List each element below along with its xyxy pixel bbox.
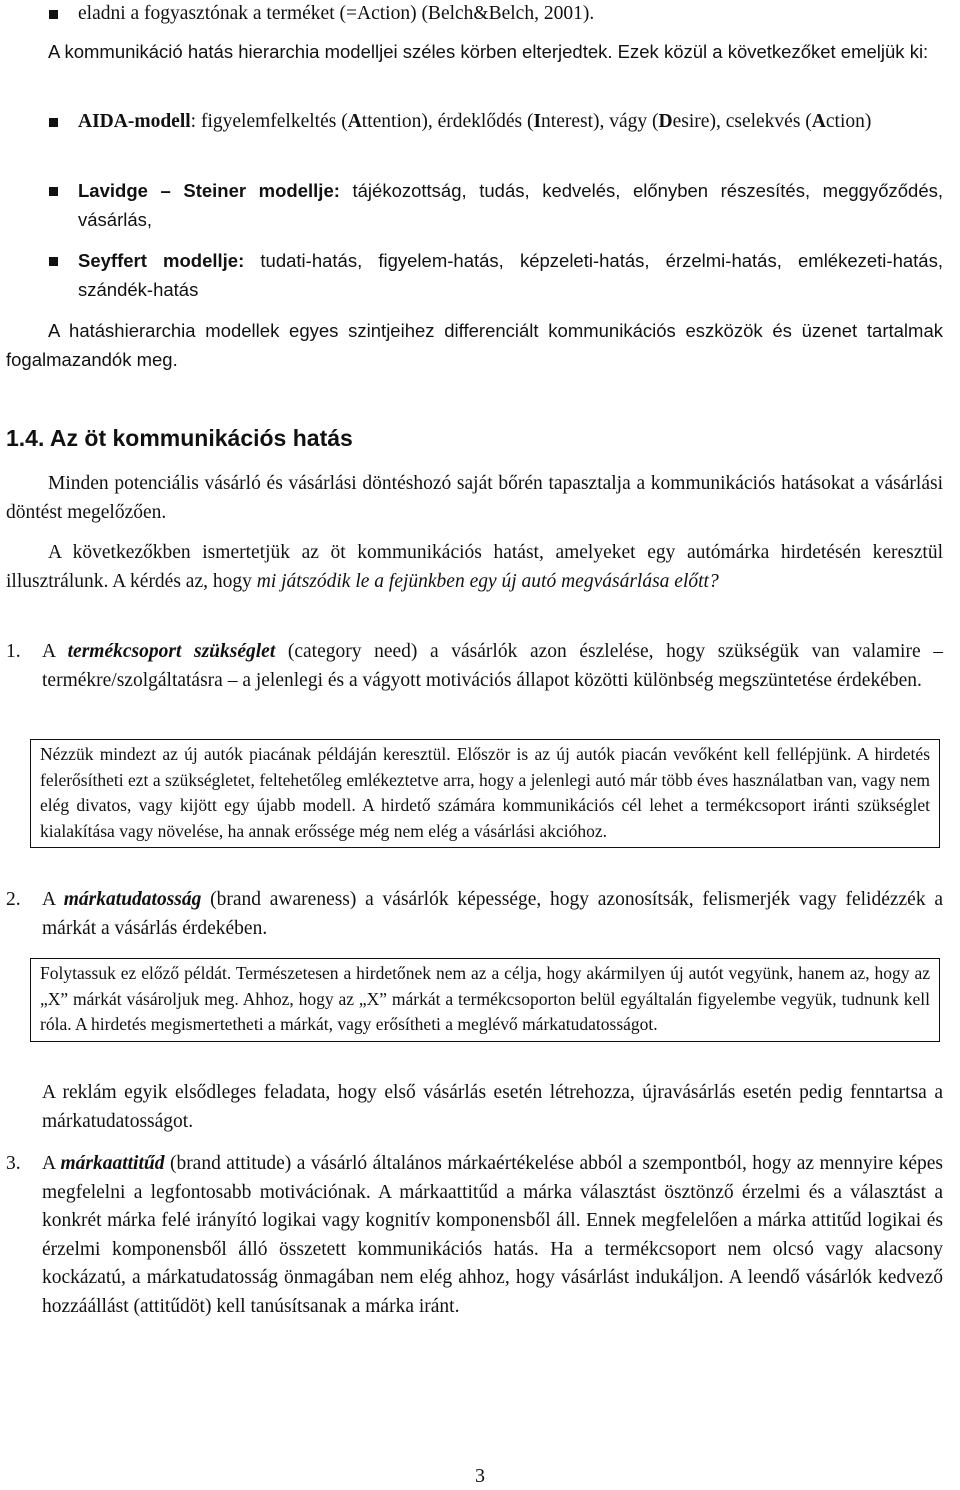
item-prefix: A: [42, 1153, 61, 1174]
aida-text: ction): [825, 111, 872, 132]
page-number: 3: [475, 1465, 485, 1487]
item-brand-attitude: [42, 1150, 943, 1321]
lavidge-text: tájékozottság, tudás, kedvelés, előnyben részesítés, meggyőződés, vásárlás,: [78, 180, 944, 230]
awareness-followup-paragraph: A reklám egyik elsődleges feladata, hogy első vásárlás esetén létrehozza, újravásárlás esetén pedig fenntartsa a márkatudatosságot.: [42, 1082, 943, 1132]
item-category-need: [42, 638, 943, 695]
seyffert-text: tudati-hatás, figyelem-hatás, képzeleti-hatás, érzelmi-hatás, emlékezeti-hatás, szándék-hatás: [78, 250, 943, 300]
item-text: (category need) a vásárlók azon észlelése, hogy szükségük van valamire – termékre/szolgáltatásra – a jelenlegi és a vágyott motivációs állapot közötti különbség megszüntetése érdekében.: [42, 641, 943, 691]
item-text: (brand attitude) a vásárló általános márkaértékelése abból a szempontból, hogy az mennyire képes megfelelni a legfontosabb motivációnak. A márkaattitűd a márka választást ösztönző érzelmi és a választást a konkrét márka felé irányító logikai vagy kognitív komponensből áll. Ennek megfelelően a márka attitűd logikai és érzelmi komponensből álló összetett kommunikációs hatás. Ha a termékcsoport nem olcsó vagy alacsony kockázatú, a márkatudatosság önmagában nem elég ahhoz, hogy vásárlást indukáljon. A leendő vásárlók kedvező hozzáállást (attitűdöt) kell tanúsítsanak a márka iránt.: [42, 1153, 944, 1317]
aida-letter: I: [533, 111, 542, 132]
aida-letter: A: [811, 111, 826, 132]
seyffert-label: Seyffert modellje:: [78, 250, 245, 271]
item-prefix: A: [42, 889, 64, 910]
aida-text: : figyelemfelkeltés (: [190, 111, 348, 132]
bullet-text: eladni a fogyasztónak a terméket (=Action) (Belch&Belch, 2001).: [78, 3, 595, 24]
aida-text: ttention), érdeklődés (: [361, 111, 534, 132]
item-term: márkaattitűd: [60, 1153, 165, 1174]
item-term: márkatudatosság: [63, 889, 202, 910]
example-text: A következőkben ismertetjük az öt kommunikációs hatást, amelyeket egy autómárka hirdetésén keresztül illusztrálunk. A kérdés az, hogy: [6, 542, 943, 592]
aida-text: esire), cselekvés (: [672, 111, 812, 132]
example-box-brand-awareness: Folytassuk ez előző példát. Természetesen a hirdetőnek nem az a célja, hogy akármilyen új autót vegyünk, hanem az, hogy az „X” márkát vásároljuk meg. Ahhoz, hogy az „X” márkát a termékcsoporton belül egyáltalán figyelembe vegyük, tudnunk kell róla. A hirdetés megismertetheti a márkát, vagy erősítheti a meglévő márkatudatosságot.: [30, 958, 940, 1042]
bullet-item-aida: [78, 108, 943, 137]
lavidge-label: Lavidge – Steiner modellje:: [78, 180, 340, 201]
intro-effects-paragraph: Minden potenciális vásárló és vásárlási döntéshozó saját bőrén tapasztalja a kommunikációs hatásokat a vásárlási döntést megelőzően.: [6, 473, 943, 523]
item-brand-awareness: [42, 886, 943, 943]
hierarchy-paragraph: A hatáshierarchia modellek egyes szintjeihez differenciált kommunikációs eszközök és üzenet tartalmak fogalmazandók meg.: [6, 320, 943, 370]
item-prefix: A: [42, 641, 68, 662]
intro-paragraph: A kommunikáció hatás hierarchia modelljei széles körben elterjedtek. Ezek közül a következőket emeljük ki:: [48, 41, 929, 62]
item-number: 2.: [6, 889, 21, 910]
section-heading: 1.4. Az öt kommunikációs hatás: [6, 425, 353, 451]
item-number: 3.: [6, 1153, 21, 1174]
aida-letter: A: [347, 111, 362, 132]
item-number: 1.: [6, 641, 21, 662]
aida-text: nterest), vágy (: [541, 111, 659, 132]
bullet-item-lavidge: [78, 177, 943, 234]
item-term: termékcsoport szükséglet: [67, 641, 276, 662]
example-box-category-need: Nézzük mindezt az új autók piacának példáján keresztül. Először is az új autók piacán vevőként kell fellépjünk. A hirdetés felerősítheti ezt a szükségletet, feltehetőleg emlékeztetve arra, hogy a jelenlegi autó már több éves használatban van, vagy nem elég divatos, vagy kijött egy újabb modell. A hirdető számára kommunikációs cél lehet a termékcsoport iránti szükséglet kialakítása vagy növelése, ha annak erőssége még nem elég a vásárlási akcióhoz.: [30, 739, 940, 848]
item-text: (brand awareness) a vásárlók képessége, hogy azonosítsák, felismerjék vagy felidézzék a márkát a vásárlás érdekében.: [42, 889, 943, 939]
bullet-item-action: [78, 0, 943, 29]
example-question: mi játszódik le a fejünkben egy új autó megvásárlása előtt?: [256, 570, 719, 592]
aida-letter: D: [658, 111, 673, 132]
example-paragraph: [6, 539, 943, 596]
aida-label: AIDA-modell: [78, 111, 191, 132]
bullet-item-seyffert: [78, 247, 943, 304]
